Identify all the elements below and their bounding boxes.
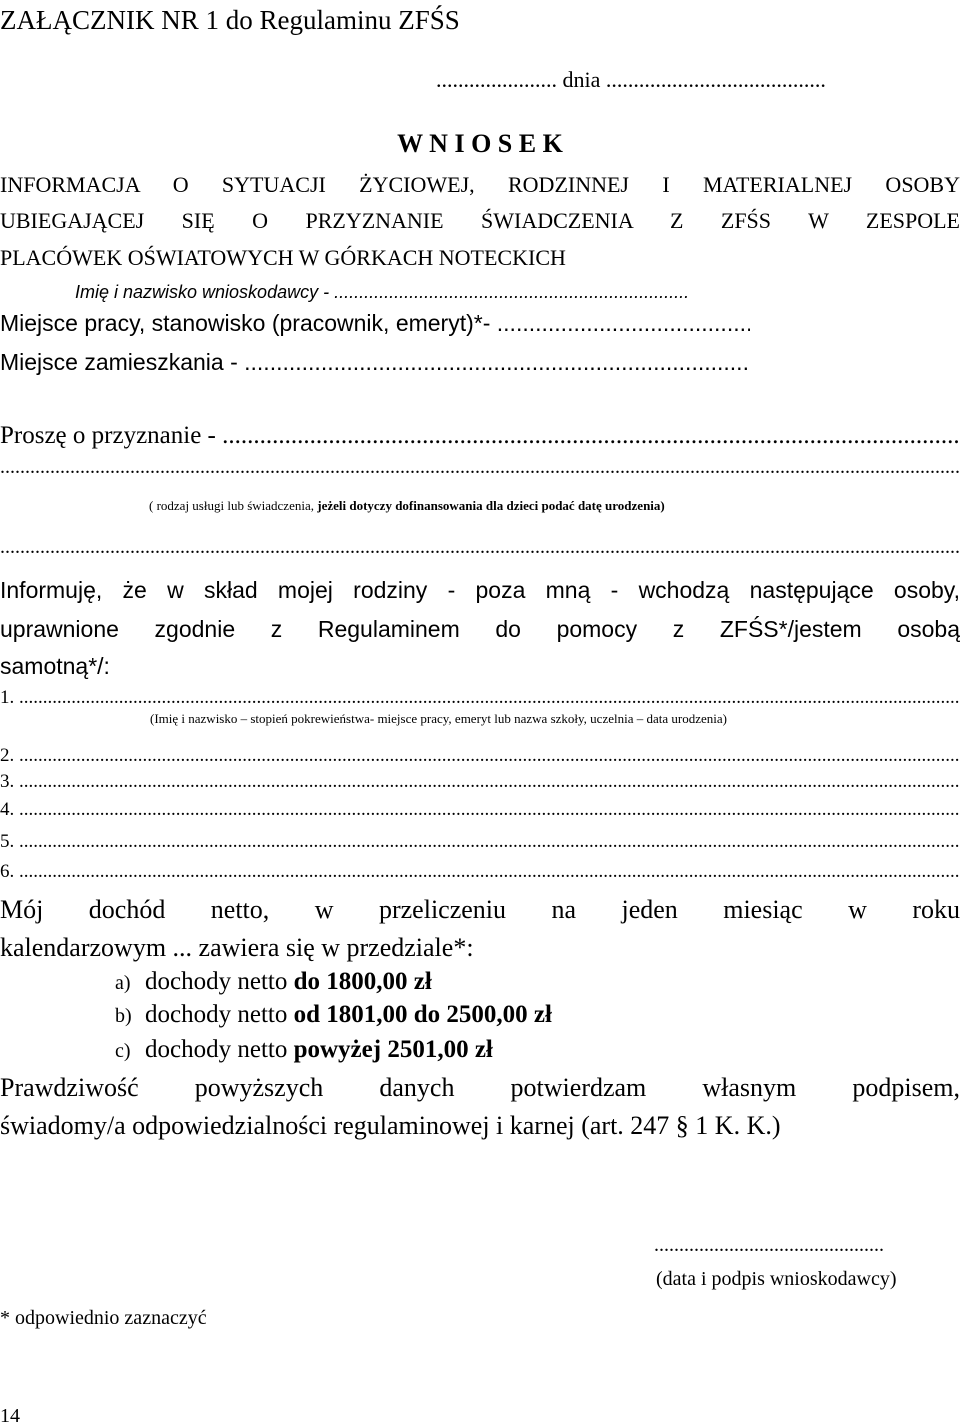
income-option-a-label: a): [115, 972, 131, 994]
family-member-6[interactable]: [0, 860, 960, 884]
income-option-a-text: dochody netto: [145, 968, 294, 995]
family-member-5[interactable]: [0, 830, 960, 854]
family-member-3-number: 3.: [0, 771, 19, 792]
request-hint-normal: ( rodzaj usługi lub świadczenia,: [149, 498, 318, 513]
family-member-4[interactable]: [0, 798, 960, 822]
family-line-2: uprawnione zgodnie z Regulaminem do pomocy z ZFŚS*/jestem osobą: [0, 616, 960, 642]
income-option-b-bold: od 1801,00 do 2500,00 zł: [293, 1001, 552, 1028]
family-member-6-number: 6.: [0, 861, 19, 882]
date-line-lead: ...................... dnia: [436, 67, 601, 92]
income-option-b-text: dochody netto: [145, 1001, 294, 1028]
family-member-1[interactable]: [0, 686, 960, 710]
workplace-field[interactable]: [0, 307, 750, 339]
footnote: * odpowiednio zaznaczyć: [0, 1307, 207, 1329]
date-line-tail: ........................................: [605, 67, 826, 92]
family-member-2-number: 2.: [0, 745, 19, 766]
signature-label: (data i podpis wnioskodawcy): [656, 1268, 897, 1290]
family-member-5-number: 5.: [0, 831, 19, 852]
attachment-title: ZAŁĄCZNIK NR 1 do Regulaminu ZFŚS: [0, 5, 460, 35]
income-line-2: kalendarzowym ... zawiera się w przedziale*:: [0, 933, 474, 962]
page-number: 14: [0, 1405, 20, 1427]
family-line-1: Informuję, że w skład mojej rodziny - poza mną - wchodzą następujące osoby,: [0, 577, 960, 603]
subtitle-line-1: INFORMACJA O SYTUACJI ŻYCIOWEJ, RODZINNEJ I MATERIALNEJ OSOBY: [0, 172, 960, 197]
family-member-1-number: 1.: [0, 687, 19, 708]
request-field[interactable]: [0, 420, 960, 452]
document-title: W N I O S E K: [397, 129, 563, 158]
request-hint-bold: jeżeli dotyczy dofinansowania dla dzieci podać datę urodzenia): [317, 498, 665, 513]
subtitle-line-3: PLACÓWEK OŚWIATOWYCH W GÓRKACH NOTECKICH: [0, 245, 566, 270]
request-continuation-line[interactable]: [0, 456, 960, 478]
income-option-b[interactable]: [0, 1002, 960, 1029]
income-option-c-bold: powyżej 2501,00 zł: [293, 1036, 493, 1063]
residence-label: Miejsce zamieszkania -: [0, 349, 245, 375]
date-line: [436, 66, 960, 94]
income-option-c-text: dochody netto: [145, 1036, 294, 1063]
signature-dots[interactable]: ..............................................: [654, 1234, 884, 1256]
income-option-a[interactable]: [0, 969, 960, 996]
request-label: Proszę o przyznanie -: [0, 422, 223, 449]
family-member-4-number: 4.: [0, 799, 19, 820]
family-member-2[interactable]: [0, 744, 960, 768]
family-hint: (Imię i nazwisko – stopień pokrewieństwa- miejsce pracy, emeryt lub nazwa szkoły, uczelnia – data urodzenia): [150, 711, 727, 726]
income-option-c-label: c): [115, 1040, 131, 1062]
family-member-3[interactable]: [0, 770, 960, 794]
residence-field[interactable]: [0, 346, 747, 378]
subtitle-line-2: UBIEGAJĄCEJ SIĘ O PRZYZNANIE ŚWIADCZENIA Z ZFŚS W ZESPOLE: [0, 208, 960, 233]
income-option-c[interactable]: [0, 1037, 960, 1064]
family-line-3: samotną*/:: [0, 653, 110, 679]
declaration-line-1: Prawdziwość powyższych danych potwierdzam własnym podpisem,: [0, 1073, 960, 1102]
workplace-label: Miejsce pracy, stanowisko (pracownik, emeryt)*-: [0, 310, 497, 336]
declaration-line-2: świadomy/a odpowiedzialności regulaminowej i karnej (art. 247 § 1 K. K.): [0, 1111, 781, 1140]
income-option-a-bold: do 1800,00 zł: [293, 968, 432, 995]
applicant-name-field[interactable]: [75, 280, 688, 304]
income-line-1: Mój dochód netto, w przeliczeniu na jeden miesiąc w roku: [0, 895, 960, 924]
request-hint: [149, 496, 960, 516]
income-option-b-label: b): [115, 1005, 132, 1027]
applicant-name-label: Imię i nazwisko wnioskodawcy -: [75, 282, 335, 302]
request-extra-line[interactable]: [0, 536, 960, 558]
